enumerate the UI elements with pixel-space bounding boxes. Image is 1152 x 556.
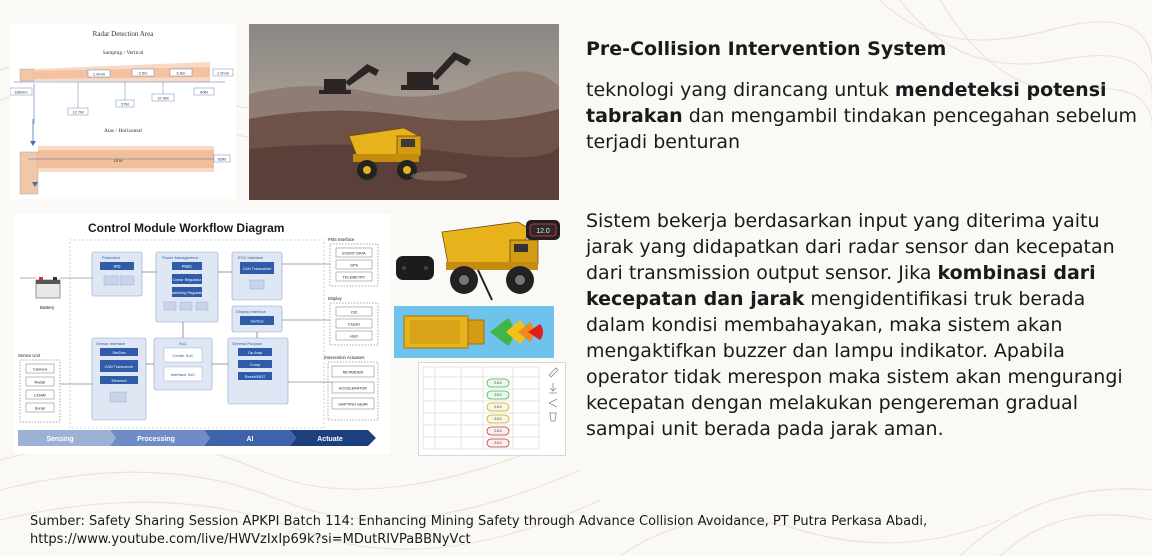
intro-text: dan mengambil tindakan pencegahan sebelum terjadi benturan <box>586 105 1138 153</box>
table-readout: 0.0.0 <box>494 393 502 398</box>
display-item: Cluster <box>347 322 361 327</box>
workflow-title: Control Module Workflow Diagram <box>88 221 285 235</box>
general-purpose-item: Comp <box>249 362 261 367</box>
radar-tag: 3.5m <box>138 70 148 76</box>
general-purpose-item: Reset/WDT <box>244 374 266 379</box>
description-paragraph <box>586 208 1138 442</box>
fms-item: GPS <box>349 263 359 268</box>
radar-tag: 6.8m <box>176 70 186 76</box>
fms-item: TELEMETRY <box>342 275 366 280</box>
soc-item: Center SoC <box>172 353 194 358</box>
radar-tag: 1.0mm <box>92 71 106 77</box>
display-interface-title: Display Interface <box>236 309 266 314</box>
general-purpose-item: Op Amp <box>247 350 263 355</box>
sensor-interface-item: Ethernet <box>111 378 127 383</box>
ecu-item: CAN Transceiver <box>242 267 272 271</box>
sensor-unit-title: Sensor Unit <box>18 353 40 358</box>
intro-bold-text: mendeteksi potensi tabrakan <box>586 79 1107 127</box>
radar-tag: 37.5M <box>157 95 169 101</box>
battery-label: Battery <box>40 305 55 310</box>
table-readout: 0.0.0 <box>494 429 502 434</box>
display-item: HUD <box>349 334 359 339</box>
radar-detection-diagram <box>10 24 236 199</box>
fms-item: EVENT DATA <box>342 251 366 256</box>
table-readout: 0.0.0 <box>494 441 502 446</box>
truck-hardware-illustration <box>390 212 566 304</box>
radar-tag: 180mm <box>14 89 28 95</box>
protection-title: Protection <box>102 255 121 260</box>
fms-title: FMS Interface <box>328 237 355 242</box>
slide-title: Pre-Collision Intervention System <box>586 38 947 60</box>
edit-icon <box>549 368 558 377</box>
display-title: Display <box>328 296 342 301</box>
actuator-item: RETARDER <box>342 370 364 375</box>
power-item: PMIC <box>181 264 193 269</box>
general-purpose-title: General Purpose <box>232 341 263 346</box>
sensor-interface-item: SerDes <box>112 350 126 355</box>
speed-display-icon <box>526 220 560 240</box>
control-module-workflow-diagram <box>14 214 390 454</box>
table-readout: 0.0.0 <box>494 417 502 422</box>
share-icon <box>549 399 557 407</box>
radar-tag: 1.0mm <box>216 70 230 76</box>
soc-title: SoC <box>179 341 187 346</box>
stage-label: Actuate <box>317 436 343 443</box>
haul-truck-icon <box>442 222 538 300</box>
radar-beam-illustration <box>394 306 554 358</box>
sensor-unit-item: Camera <box>32 366 48 372</box>
battery-icon <box>36 277 60 298</box>
radar-sensor-device-icon <box>396 256 434 280</box>
sensor-unit-item: Sonar <box>34 405 46 411</box>
soc-item: Interface SoC <box>170 372 196 377</box>
trash-icon <box>549 413 557 421</box>
truck-topview-icon <box>404 316 484 348</box>
description-text: Sistem bekerja berdasarkan input yang diterima yaitu jarak yang didapatkan dari radar sensor dan kecepatan dari transmission output sensor. Jika <box>586 210 1115 284</box>
radar-bar-tag: 15 M <box>113 158 123 163</box>
mining-truck-illustration <box>249 24 559 200</box>
protection-item: IPD <box>113 264 121 269</box>
table-readout: 0.0.0 <box>494 405 502 410</box>
sensor-unit-item: LiDAR <box>34 392 46 398</box>
stage-label: Sensing <box>46 436 74 443</box>
stage-label: AI <box>246 436 254 443</box>
intro-paragraph <box>586 77 1138 155</box>
description-bold-text: kombinasi dari kecepatan dan jarak <box>586 262 1096 310</box>
display-interface-item: SerDes <box>250 318 264 324</box>
speed-display-value: 12.0 <box>536 228 550 235</box>
display-item: CID <box>350 310 358 315</box>
sensor-interface-item: CAN Transceiver <box>104 365 134 369</box>
radar-vertical-label: Samping / Vertical <box>102 50 144 56</box>
actuators-title: Intervention Actuators <box>324 355 365 360</box>
radar-diagram-title: Radar Detection Area <box>92 30 154 38</box>
ecu-title: ECU Interface <box>238 255 264 260</box>
power-item: Switching Regulator <box>170 291 204 295</box>
radar-tag: 27M <box>121 101 129 107</box>
sensor-unit-item: Radar <box>34 379 46 385</box>
power-item: Linear Regulator <box>172 278 202 282</box>
radar-horizontal-label: Atas / Horizontal <box>104 128 142 134</box>
radar-bar-tag: 65M <box>218 156 226 162</box>
intro-text: teknologi yang dirancang untuk <box>586 79 895 101</box>
table-readout: 0.0.0 <box>494 381 502 386</box>
description-text: mengidentifikasi truk berada dalam kondisi membahayakan, maka sistem akan mengaktifkan buzzer dan lampu indikator. Apabila operator tidak merespon maka sistem akan mengurangi kecepatan dengan melakukan pengereman gradual sampai unit berada pada jarak aman. <box>586 288 1123 440</box>
distance-table-widget <box>418 362 566 456</box>
actuator-item: SHIFTING GEAR <box>338 402 368 407</box>
source-citation: Sumber: Safety Sharing Session APKPI Batch 114: Enhancing Mining Safety through Advance Collision Avoidance, PT Putra Perkasa Abadi, https://www.youtube.com/live/HWVzIxIp69k?si=MDutRIVPaBBNyVct <box>30 514 928 547</box>
power-title: Power Management <box>162 255 198 260</box>
sensor-interface-title: Sensor Interface <box>96 341 126 346</box>
stage-label: Processing <box>137 436 175 443</box>
actuator-item: ACCELERATOR <box>338 386 368 391</box>
radar-tag: 60M <box>200 89 208 95</box>
radar-tag: 12.7M <box>72 109 84 115</box>
download-icon <box>549 383 557 393</box>
